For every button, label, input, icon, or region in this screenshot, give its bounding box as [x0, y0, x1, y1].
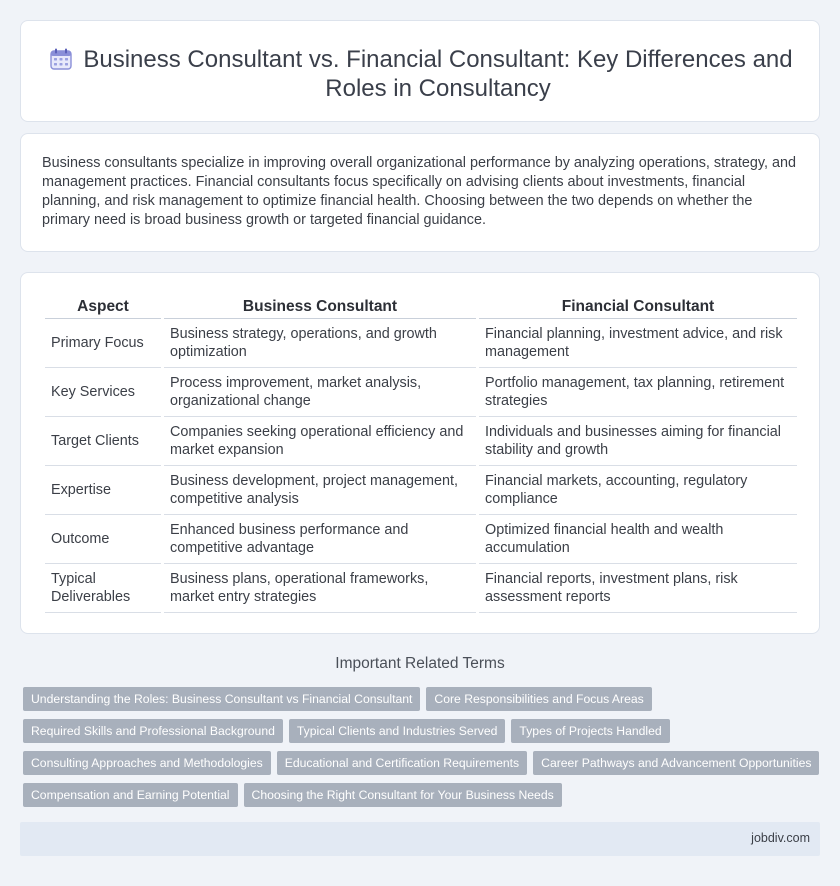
- table-row: [45, 319, 797, 368]
- header-financial-consultant: Financial Consultant: [479, 295, 797, 319]
- related-terms-title: Important Related Terms: [335, 655, 505, 672]
- cell-financial: Optimized financial health and wealth accumulation: [479, 515, 797, 564]
- cell-financial: Portfolio management, tax planning, retirement strategies: [479, 368, 797, 417]
- tag-row: [23, 751, 823, 775]
- tag-row: [23, 719, 823, 743]
- table-row: [45, 368, 797, 417]
- cell-financial: Financial planning, investment advice, and risk management: [479, 319, 797, 368]
- comparison-table: [42, 295, 800, 613]
- page-title: Business Consultant vs. Financial Consultant: Key Differences and Roles in Consultancy: [83, 46, 793, 102]
- related-term-tag[interactable]: Understanding the Roles: Business Consultant vs Financial Consultant: [23, 687, 420, 711]
- footer: [20, 822, 820, 856]
- related-term-tag[interactable]: Compensation and Earning Potential: [23, 783, 238, 807]
- related-term-tag[interactable]: Required Skills and Professional Background: [23, 719, 283, 743]
- cell-business: Business plans, operational frameworks, market entry strategies: [164, 564, 476, 613]
- footer-site-link[interactable]: jobdiv.com: [751, 831, 810, 845]
- cell-business: Process improvement, market analysis, organizational change: [164, 368, 476, 417]
- related-term-tag[interactable]: Typical Clients and Industries Served: [289, 719, 506, 743]
- table-row: [45, 564, 797, 613]
- related-terms-list: [23, 687, 823, 815]
- tag-row: [23, 687, 823, 711]
- cell-aspect: Primary Focus: [45, 319, 161, 368]
- cell-business: Companies seeking operational efficiency and market expansion: [164, 417, 476, 466]
- related-term-tag[interactable]: Core Responsibilities and Focus Areas: [426, 687, 651, 711]
- cell-financial: Financial markets, accounting, regulatory compliance: [479, 466, 797, 515]
- cell-aspect: Expertise: [45, 466, 161, 515]
- table-row: [45, 515, 797, 564]
- title-wrap: [49, 45, 799, 103]
- calendar-icon: [49, 47, 73, 71]
- related-term-tag[interactable]: Career Pathways and Advancement Opportunities: [533, 751, 819, 775]
- header-aspect: Aspect: [45, 295, 161, 319]
- title-card: [20, 20, 820, 122]
- cell-aspect: Key Services: [45, 368, 161, 417]
- related-term-tag[interactable]: Consulting Approaches and Methodologies: [23, 751, 271, 775]
- table-header-row: [45, 295, 797, 319]
- cell-aspect: Outcome: [45, 515, 161, 564]
- cell-business: Enhanced business performance and competitive advantage: [164, 515, 476, 564]
- comparison-card: [20, 272, 820, 634]
- related-term-tag[interactable]: Educational and Certification Requirements: [277, 751, 527, 775]
- related-term-tag[interactable]: Types of Projects Handled: [511, 719, 669, 743]
- related-term-tag[interactable]: Choosing the Right Consultant for Your Business Needs: [244, 783, 562, 807]
- header-business-consultant: Business Consultant: [164, 295, 476, 319]
- intro-paragraph: Business consultants specialize in improving overall organizational performance by analyzing operations, strategy, and management practices. Financial consultants focus specifically on advising clients about investments, financial planning, and risk management to optimize financial health. Choosing between the two depends on whether the primary need is broad business growth or targeted financial guidance.: [42, 155, 797, 228]
- cell-financial: Financial reports, investment plans, risk assessment reports: [479, 564, 797, 613]
- tag-row: [23, 783, 823, 807]
- intro-card: [20, 133, 820, 252]
- table-row: [45, 417, 797, 466]
- cell-aspect: Typical Deliverables: [45, 564, 161, 613]
- cell-aspect: Target Clients: [45, 417, 161, 466]
- cell-business: Business strategy, operations, and growth optimization: [164, 319, 476, 368]
- table-row: [45, 466, 797, 515]
- cell-business: Business development, project management, competitive analysis: [164, 466, 476, 515]
- cell-financial: Individuals and businesses aiming for financial stability and growth: [479, 417, 797, 466]
